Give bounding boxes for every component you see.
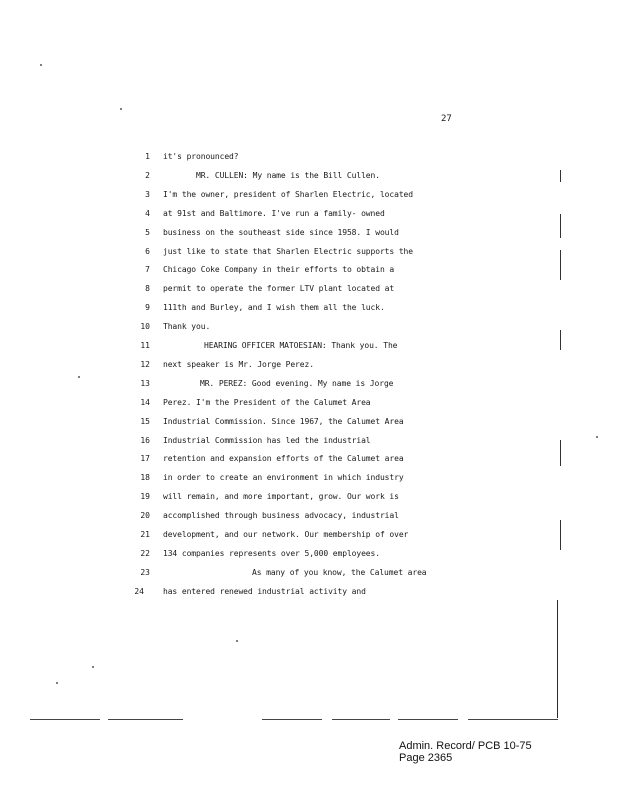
scan-speck <box>120 108 122 110</box>
line-text: Thank you. <box>163 322 211 332</box>
transcript-line <box>0 247 618 259</box>
line-text: 111th and Burley, and I wish them all the luck. <box>163 303 385 313</box>
line-text: Industrial Commission has led the industrial <box>163 435 371 445</box>
line-number: 15 <box>140 416 150 426</box>
line-number: 8 <box>145 284 150 294</box>
transcript-line <box>0 284 618 296</box>
line-number: 23 <box>140 567 150 577</box>
margin-mark <box>560 214 561 238</box>
line-text: permit to operate the former LTV plant located at <box>163 284 395 294</box>
transcript-line <box>0 360 618 372</box>
line-text: has entered renewed industrial activity and <box>163 586 366 596</box>
transcript-line <box>0 511 618 523</box>
margin-mark <box>560 520 561 550</box>
transcript-line <box>0 190 618 202</box>
transcript-line <box>0 549 618 561</box>
margin-mark <box>560 250 561 280</box>
line-text: 134 companies represents over 5,000 employees. <box>163 548 380 558</box>
scan-speck <box>56 682 58 684</box>
line-number: 11 <box>140 341 150 350</box>
line-number: 21 <box>140 530 150 539</box>
line-text: will remain, and more important, grow. Our work is <box>163 492 399 502</box>
margin-mark <box>560 440 561 466</box>
line-text: development, and our network. Our membership of over <box>163 530 409 539</box>
line-number: 24 <box>134 586 144 596</box>
line-number: 18 <box>140 473 150 483</box>
scan-speck <box>596 436 598 438</box>
line-number: 4 <box>145 208 150 218</box>
line-text: As many of you know, the Calumet area <box>252 567 427 577</box>
bottom-rule-segment <box>468 719 558 720</box>
transcript-line <box>0 209 618 221</box>
margin-mark <box>560 170 561 182</box>
footer-record-line: Admin. Record/ PCB 10-75 <box>399 740 532 752</box>
scan-speck <box>78 376 80 378</box>
transcript-line <box>0 303 618 315</box>
line-number: 9 <box>145 303 150 313</box>
margin-mark <box>560 330 561 350</box>
line-number: 16 <box>140 435 150 445</box>
transcript-line <box>0 398 618 410</box>
transcript-line <box>0 341 618 353</box>
line-number: 5 <box>145 227 150 237</box>
line-text: just like to state that Sharlen Electric supports the <box>163 246 413 256</box>
transcript-line <box>0 587 618 599</box>
bottom-rule-segment <box>332 719 390 720</box>
transcript-line <box>0 492 618 504</box>
line-text: I'm the owner, president of Sharlen Electric, located <box>163 189 413 199</box>
page-number: 27 <box>441 114 452 124</box>
line-text: retention and expansion efforts of the Calumet area <box>163 454 404 464</box>
line-number: 20 <box>140 511 150 521</box>
line-number: 13 <box>140 378 150 388</box>
footer-stamp <box>399 740 532 764</box>
line-number: 3 <box>145 189 150 199</box>
footer-page-line: Page 2365 <box>399 752 453 764</box>
line-text: Chicago Coke Company in their efforts to obtain a <box>163 265 395 275</box>
bottom-rule-segment <box>398 719 458 720</box>
line-text: in order to create an environment in which industry <box>163 473 404 483</box>
transcript-line <box>0 454 618 466</box>
transcript-line <box>0 265 618 277</box>
line-text: Industrial Commission. Since 1967, the Calumet Area <box>163 416 404 426</box>
transcript-line <box>0 436 618 448</box>
transcript-line <box>0 171 618 183</box>
line-number: 1 <box>145 152 150 161</box>
line-number: 17 <box>140 454 150 464</box>
line-text: MR. PEREZ: Good evening. My name is Jorge <box>200 378 394 388</box>
scan-speck <box>40 64 42 66</box>
transcript-line <box>0 473 618 485</box>
line-number: 2 <box>145 170 150 180</box>
bottom-rule-segment <box>108 719 183 720</box>
line-text: MR. CULLEN: My name is the Bill Cullen. <box>196 170 380 180</box>
line-number: 22 <box>140 548 150 558</box>
line-number: 10 <box>140 322 150 332</box>
transcript-line <box>0 152 618 164</box>
transcript-line <box>0 322 618 334</box>
transcript-line <box>0 568 618 580</box>
line-text: next speaker is Mr. Jorge Perez. <box>163 359 314 369</box>
line-text: business on the southeast side since 1958. I would <box>163 227 399 237</box>
line-number: 19 <box>140 492 150 502</box>
line-text: at 91st and Baltimore. I've run a family- owned <box>163 208 385 218</box>
line-text: accomplished through business advocacy, industrial <box>163 511 399 521</box>
transcript-line <box>0 379 618 391</box>
line-number: 6 <box>145 246 150 256</box>
line-number: 12 <box>140 359 150 369</box>
transcript-line <box>0 417 618 429</box>
line-text: Perez. I'm the President of the Calumet Area <box>163 397 371 407</box>
line-number: 7 <box>145 265 150 275</box>
bottom-rule-segment <box>30 719 100 720</box>
right-margin-rule <box>557 600 558 718</box>
line-text: it's pronounced? <box>163 152 239 161</box>
bottom-rule-segment <box>262 719 322 720</box>
line-number: 14 <box>140 397 150 407</box>
scan-speck <box>236 640 238 642</box>
transcript-line <box>0 530 618 542</box>
scan-speck <box>92 666 94 668</box>
transcript-line <box>0 228 618 240</box>
line-text: HEARING OFFICER MATOESIAN: Thank you. The <box>204 341 398 350</box>
